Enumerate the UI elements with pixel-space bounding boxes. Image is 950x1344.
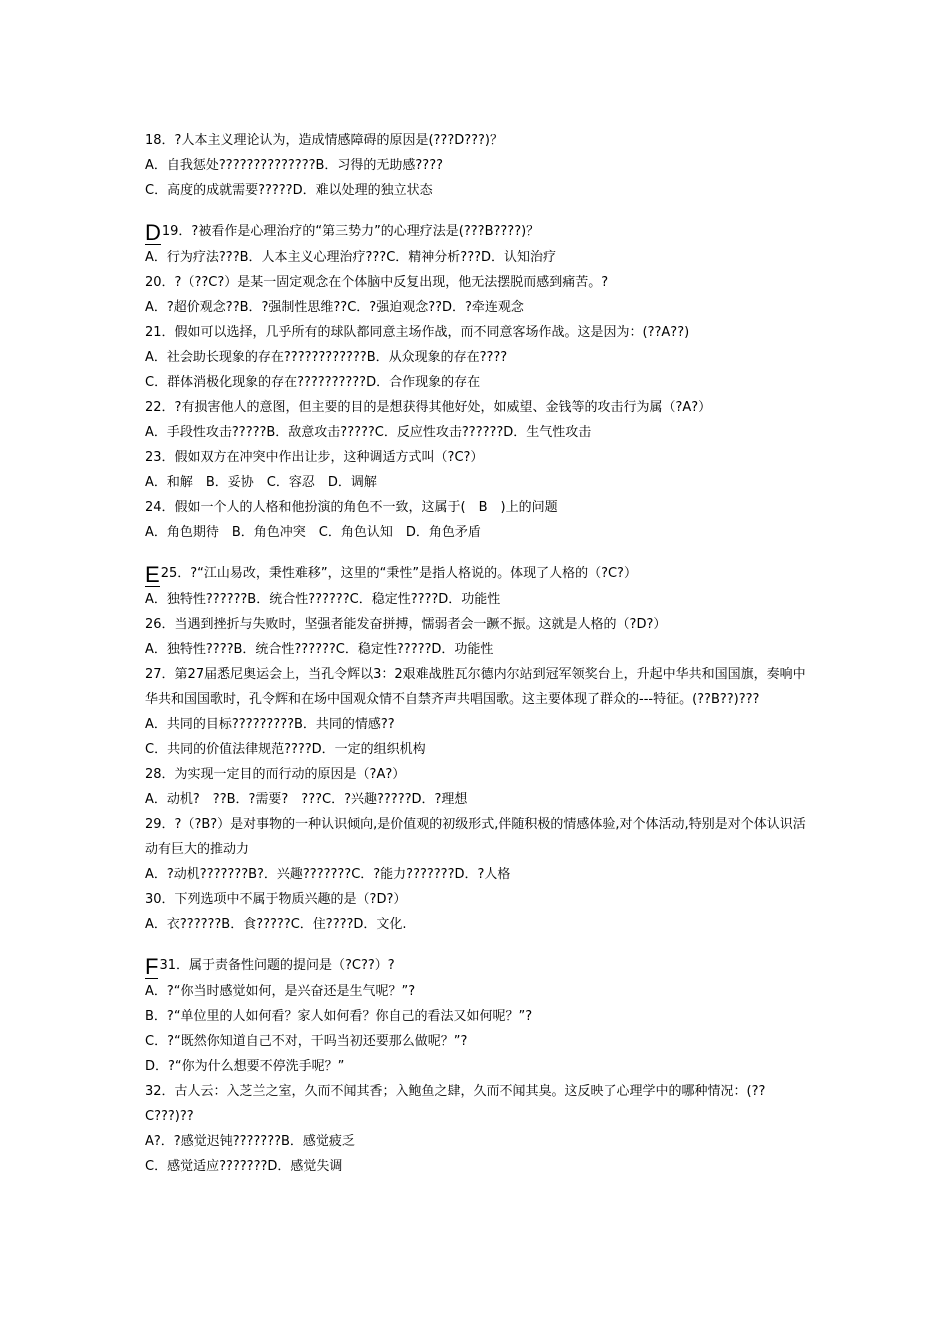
text-line: 21．假如可以选择，几乎所有的球队都同意主场作战，而不同意客场作战。这是因为：(??A??) [145, 325, 690, 340]
section-spacer [145, 203, 810, 215]
text-line: 20．?（??C?）是某一固定观念在个体脑中反复出现，他无法摆脱而感到痛苦。? [145, 275, 609, 290]
text-line: B．?“单位里的人如何看？家人如何看？你自己的看法又如何呢？”? [145, 1009, 533, 1024]
text-line: A．独特性??????B．统合性??????C．稳定性????D．功能性 [145, 592, 501, 607]
text-line: A．衣??????B．食?????C．住????D．文化. [145, 917, 407, 932]
text-line: A．社会助长现象的存在????????????B．从众现象的存在???? [145, 350, 508, 365]
text-line: A．动机? ??B．?需要? ???C．?兴趣?????D．?理想 [145, 792, 468, 807]
document-page [145, 128, 810, 1179]
text-line: A．和解 B．妥协 C．容忍 D．调解 [145, 475, 377, 490]
text-line: A．手段性攻击?????B．敌意攻击?????C．反应性攻击??????D．生气性攻击 [145, 425, 592, 440]
text-line: 24．假如一个人的人格和他扮演的角色不一致，这属于( B )上的问题 [145, 500, 558, 515]
text-line: 27．第27届悉尼奥运会上，当孔令辉以3：2艰难战胜瓦尔德内尔站到冠军领奖台上，升起中华共和国国旗，奏响中华共和国国歌时，孔令辉和在场中国观众情不自禁齐声共唱国歌。这主要体现了群众的---特征。(??B??)??? [145, 667, 806, 707]
section-heading-line [145, 215, 810, 245]
section-letter: F [145, 954, 159, 979]
question-text: 31．属于责备性问题的提问是（?C??）? [159, 958, 395, 973]
text-line: A．独特性????B．统合性??????C．稳定性?????D．功能性 [145, 642, 494, 657]
text-line: C．共同的价值法律规范????D．一定的组织机构 [145, 742, 426, 757]
section-letter: E [145, 562, 160, 587]
text-line: 23．假如双方在冲突中作出让步，这种调适方式叫（?C?） [145, 450, 484, 465]
text-line: A．?超价观念??B．?强制性思维??C．?强迫观念??D．?牵连观念 [145, 300, 524, 315]
text-line: A．?动机???????B?．兴趣???????C．?能力???????D．?人格 [145, 867, 511, 882]
text-line: 28．为实现一定目的而行动的原因是（?A?） [145, 767, 406, 782]
text-line: C．?“既然你知道自己不对，干吗当初还要那么做呢？”? [145, 1034, 468, 1049]
text-line: A?．?感觉迟钝???????B．感觉疲乏 [145, 1134, 355, 1149]
text-line: D．?“你为什么想要不停洗手呢？” [145, 1059, 345, 1074]
text-line: A．共同的目标?????????B．共同的情感?? [145, 717, 395, 732]
section-spacer [145, 545, 810, 557]
question-text: 25．?“江山易改，秉性难移”，这里的“秉性”是指人格说的。体现了人格的（?C?） [160, 566, 637, 581]
question-text: 19．?被看作是心理治疗的“第三势力”的心理疗法是(???B????)？ [161, 224, 540, 239]
text-line: C．群体消极化现象的存在??????????D．合作现象的存在 [145, 375, 481, 390]
text-line: C．感觉适应???????D．感觉失调 [145, 1159, 343, 1174]
text-line: A．自我惩处??????????????B．习得的无助感???? [145, 158, 444, 173]
text-line: A．行为疗法???B．人本主义心理治疗???C．精神分析???D．认知治疗 [145, 250, 556, 265]
text-line: 26．当遇到挫折与失败时，坚强者能发奋拼搏，懦弱者会一蹶不振。这就是人格的（?D?） [145, 617, 667, 632]
text-line: C．高度的成就需要?????D．难以处理的独立状态 [145, 183, 433, 198]
text-line: 29．?（?B?）是对事物的一种认识倾向,是价值观的初级形式,伴随积极的情感体验,对个体活动,特别是对个体认识活动有巨大的推动力 [145, 817, 806, 857]
text-line: 22．?有损害他人的意图，但主要的目的是想获得其他好处，如威望、金钱等的攻击行为属（?A?） [145, 400, 712, 415]
text-line: 30．下列选项中不属于物质兴趣的是（?D?） [145, 892, 407, 907]
section-heading-line [145, 949, 810, 979]
section-heading-line [145, 557, 810, 587]
section-spacer [145, 937, 810, 949]
text-line: A．?“你当时感觉如何，是兴奋还是生气呢？”? [145, 984, 416, 999]
text-line: 18．?人本主义理论认为，造成情感障碍的原因是(???D???)？ [145, 133, 503, 148]
text-line: 32．古人云：入芝兰之室，久而不闻其香；入鲍鱼之肆，久而不闻其臭。这反映了心理学中的哪种情况：(??C???)?? [145, 1084, 766, 1124]
section-letter: D [145, 220, 161, 245]
text-line: A．角色期待 B．角色冲突 C．角色认知 D．角色矛盾 [145, 525, 481, 540]
